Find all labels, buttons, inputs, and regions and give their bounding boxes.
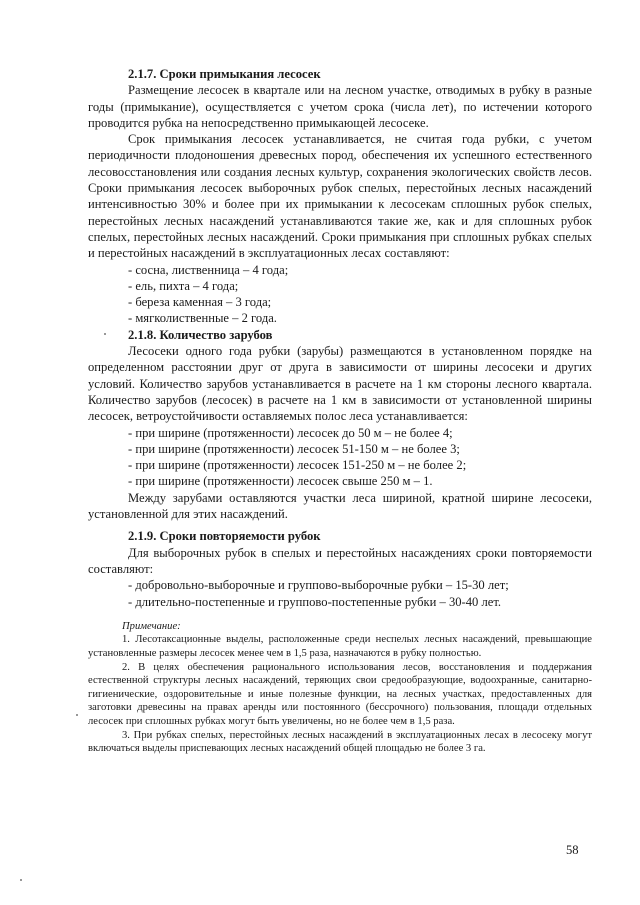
note-title: Примечание:	[122, 620, 181, 632]
list-item: - мягколиственные – 2 года.	[128, 311, 277, 326]
list-item: - при ширине (протяженности) лесосек свыше 250 м – 1.	[128, 474, 433, 489]
list-item: - при ширине (протяженности) лесосек 51-150 м – не более 3;	[128, 441, 460, 456]
paragraph: Между зарубами оставляются участки леса шириной, кратной ширине лесосеки, установленной для этих насаждений.	[88, 490, 592, 522]
section-heading-2-1-7: 2.1.7. Сроки примыкания лесосек	[128, 67, 321, 81]
list-item: - береза каменная – 3 года;	[128, 295, 272, 310]
page-number: 58	[566, 843, 579, 857]
document-page	[88, 66, 592, 756]
scan-speck	[104, 333, 106, 335]
list-item: - при ширине (протяженности) лесосек 151-250 м – не более 2;	[128, 458, 467, 473]
scan-speck	[76, 714, 78, 716]
list-item: - ель, пихта – 4 года;	[128, 278, 239, 293]
note-item: 2. В целях обеспечения рационального использования лесов, восстановления и поддержания естественной структуры лесных насаждений, теряющих свои средообразующие, водоохранные, санитарно-гигиенические, оздоровительные и иные полезные функции, на лесных участках, предоставленных для заготовки древесины на правах аренды или постоянного (бессрочного) пользования, площади отдельных лесосек при сплошных рубках могут быть увеличены, но не более чем в 1,5 раза.	[88, 661, 592, 727]
list-item: - при ширине (протяженности) лесосек до 50 м – не более 4;	[128, 425, 453, 440]
list-item: - длительно-постепенные и группово-постепенные рубки – 30-40 лет.	[128, 594, 502, 609]
note-item: 1. Лесотаксационные выделы, расположенные среди неспелых лесных насаждений, превышающие установленные размеры лесосек менее чем в 1,5 раза, назначаются в рубку полностью.	[88, 634, 592, 659]
section-heading-2-1-9: 2.1.9. Сроки повторяемости рубок	[128, 529, 321, 544]
list-item: - добровольно-выборочные и группово-выборочные рубки – 15-30 лет;	[128, 578, 509, 593]
paragraph: Для выборочных рубок в спелых и перестойных насаждениях сроки повторяемости составляют:	[88, 545, 592, 576]
note-block	[88, 620, 592, 756]
list-item: - сосна, лиственница – 4 года;	[128, 262, 289, 277]
paragraph: Срок примыкания лесосек устанавливается, не считая года рубки, с учетом периодичности плодоношения древесных пород, обеспечения их успешного естественного лесовосстановления или создания лесных культур, сохранения экологических свойств лесов. Сроки примыкания лесосек выборочных рубок спелых, перестойных лесных насаждений интенсивностью 30% и более при их примыкании к лесосекам сплошных рубок спелых, перестойных лесных насаждений устанавливаются такие же, как и для сплошных рубок спелых, перестойных лесных насаждений. Сроки примыкания при сплошных рубках спелых и перестойных насаждений в эксплуатационных лесах составляют:	[88, 132, 592, 261]
scan-speck	[20, 879, 22, 881]
section-heading-2-1-8: 2.1.8. Количество зарубов	[128, 327, 273, 342]
paragraph: Лесосеки одного года рубки (зарубы) размещаются в установленном порядке на определенном расстоянии друг от друга в зависимости от ширины лесосеки и других условий. Количество зарубов устанавливается в расчете на 1 км стороны лесного квартала. Количество зарубов (лесосек) в расчете на 1 км в зависимости от установленной ширины лесосек, ветроустойчивости оставляемых полос леса устанавливается:	[88, 344, 592, 424]
paragraph: Размещение лесосек в квартале или на лесном участке, отводимых в рубку в разные годы (примыкание), осуществляется с учетом срока (числа лет), по истечении которого проводится рубка на непосредственно примыкающей лесосеке.	[88, 83, 592, 130]
note-item: 3. При рубках спелых, перестойных лесных насаждений в эксплуатационных лесах в лесосеку могут включаться выделы приспевающих лесных насаждений общей площадью не более 3 га.	[88, 729, 592, 755]
